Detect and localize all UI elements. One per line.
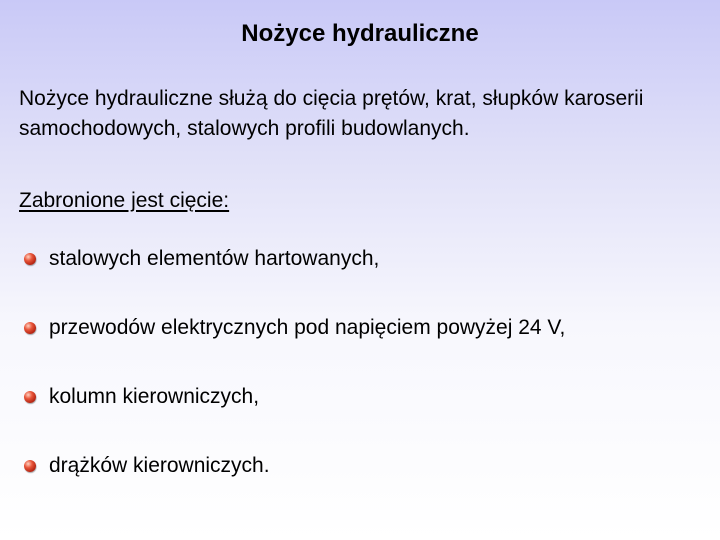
bullet-icon [24, 322, 36, 334]
bullet-icon [24, 391, 36, 403]
prohibited-heading: Zabronione jest cięcie: [19, 189, 230, 212]
bullet-icon [24, 460, 36, 472]
slide-title: Nożyce hydrauliczne [241, 20, 479, 47]
list-item [19, 382, 259, 412]
list-item-text: stalowych elementów hartowanych, [49, 247, 380, 270]
list-item-text: przewodów elektrycznych pod napięciem powyżej 24 V, [49, 316, 566, 339]
list-item [19, 244, 379, 274]
list-item-text: drążków kierowniczych. [49, 454, 270, 477]
bullet-icon [24, 253, 36, 265]
list-item [19, 451, 270, 481]
list-item-text: kolumn kierowniczych, [49, 385, 260, 408]
list-item [19, 313, 565, 343]
intro-paragraph: Nożyce hydrauliczne służą do cięcia prętów, krat, słupków karoserii samochodowych, stalowych profili budowlanych. [19, 87, 644, 140]
